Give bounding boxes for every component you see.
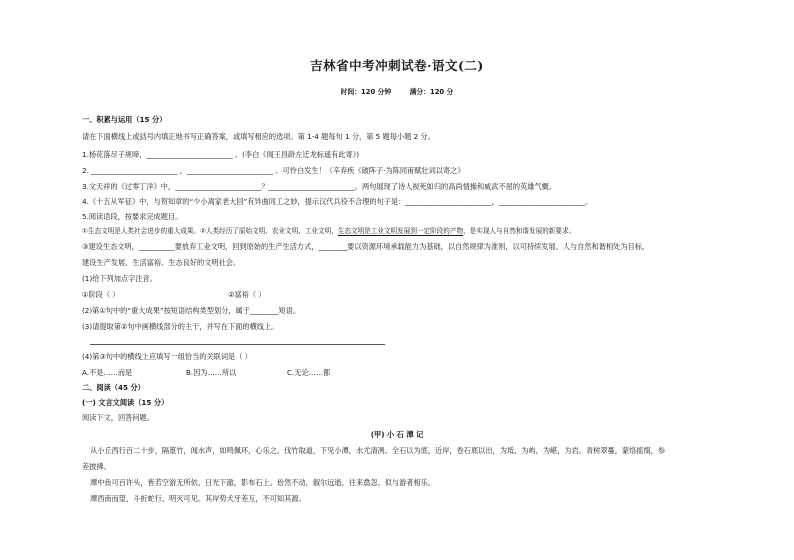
subquestion-2: (2)第①句中的“重大成果”按短语结构类型划分，属于________短语。: [82, 306, 301, 315]
option-b: B.因为……所以: [186, 368, 237, 377]
passage-line-2: ③建设生态文明，__________要放弃工业文明，回到原始的生产生活方式，________要以资源环境承载能力为基础，以自然规律为准则，以可持续发展、人与自然和谐相处为目标，: [82, 242, 650, 251]
passage-paragraph-1: 从小丘西行百二十步，隔篁竹，闻水声，如鸣佩环，心乐之。伐竹取道，下见小潭，水尤清冽。全石以为底，近岸，卷石底以出，为坻，为屿，为嵁，为岩。青树翠蔓，蒙络摇缀，参: [90, 446, 666, 455]
question-4: 4.《十五从军征》中，与贺知章的“少小离家老大回”有异曲同工之妙，提示汉代兵役不合理的句子是：________________________，________________________。: [82, 197, 593, 206]
passage-text: ，是实现人与自然和谐发展的新要求。: [463, 227, 576, 235]
answer-line: [90, 344, 385, 345]
question-5-intro: 5.阅读语段，按要求完成题目。: [82, 212, 183, 221]
subquestion-1-a: ①阶段（ ）: [82, 290, 120, 299]
passage-title: (甲) 小 石 潭 记: [370, 430, 424, 439]
question-2: 2. ________________________ ，________________________ 。可怜白发生！（辛弃疾《破阵子·为陈同甫赋壮词以寄之》: [82, 166, 465, 175]
page-title: 吉林省中考冲刺试卷·语文(二): [310, 58, 484, 73]
subquestion-1: (1)给下列加点字注音。: [82, 274, 157, 283]
section-instructions: 请在下面横线上或括号内填正地书写正确答案，或填写相应的选项。第 1-4 题每句 1 分，第 5 题每小题 2 分。: [82, 132, 435, 141]
reading-instructions: 阅读下文，回答问题。: [82, 413, 154, 422]
passage-paragraph-3: 潭西南而望，斗折蛇行，明灭可见。其岸势犬牙差互，不可知其源。: [90, 494, 306, 503]
passage-line-1: [82, 226, 575, 236]
exam-info: [0, 86, 794, 96]
subquestion-4: (4)第③句中的横线上应填写一组恰当的关联词是（ ）: [82, 352, 252, 361]
exam-score: 满分：120 分: [409, 88, 454, 96]
question-1: 1.杨花落尽子规啼，________________________ 。(李白《闻王昌龄左迁龙标遥有此寄》): [82, 150, 360, 159]
exam-time: 时间：120 分钟: [340, 88, 392, 96]
subquestion-3: (3)请提取第②句中画横线部分的主干，并写在下面的横线上。: [82, 322, 279, 331]
question-3: 3.文天祥的《过零丁洋》中，________________________？________________________。两句展现了诗人视死如归的高尚情操和威武不屈的英雄气概。: [82, 182, 557, 191]
passage-paragraph-2: 潭中鱼可百许头，皆若空游无所依，日光下澈，影布石上。佁然不动，俶尔远逝，往来翕忽。似与游者相乐。: [90, 478, 436, 487]
subsection-heading: (一) 文言文阅读（15 分）: [82, 398, 169, 407]
option-a: A.不是……而是: [82, 368, 133, 377]
passage-text: ①生态文明是人类社会进步的重大成果。②人类经历了原始文明、农业文明、工业文明，: [82, 227, 338, 235]
section-heading-1: 一、积累与运用（15 分）: [82, 115, 167, 124]
subquestion-1-b: ②富裕（ ）: [228, 290, 266, 299]
passage-paragraph-1-cont: 差披拂。: [82, 462, 111, 471]
section-heading-2: 二、阅读（45 分）: [82, 383, 145, 392]
passage-underlined: 生态文明是工业文明发展到一定阶段的产物: [337, 227, 464, 235]
passage-line-3: 建设生产发展、生活富裕、生态良好的文明社会。: [82, 258, 241, 267]
option-c: C.无论……都: [287, 368, 331, 377]
